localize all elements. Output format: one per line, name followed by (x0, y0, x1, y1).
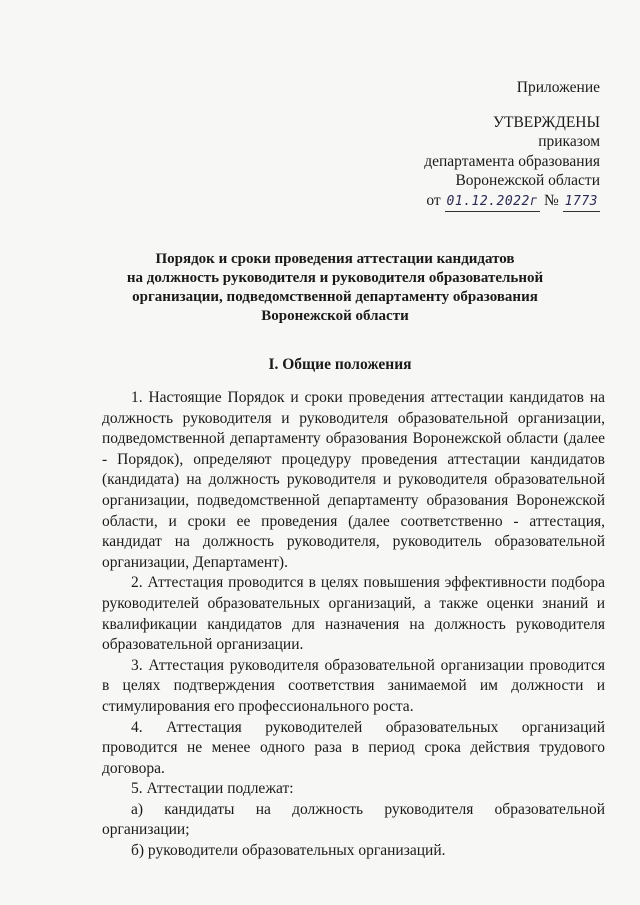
approved-label: УТВЕРЖДЕНЫ (493, 113, 600, 131)
from-prefix: от (426, 191, 441, 209)
paragraph: 4. Аттестация руководителей образовательных организаций проводится не менее одного раза в период срока действия трудового договора. (102, 718, 605, 777)
section-title: I. Общие положения (268, 356, 412, 373)
paragraph: 3. Аттестация руководителя образовательной организации проводится в целях подтверждения соответствия занимаемой им должности и стимулирования его профессионального роста. (102, 656, 605, 715)
order-date: 01.12.2022г (445, 192, 541, 213)
document-title (110, 250, 560, 326)
paragraph: а) кандидаты на должность руководителя образовательной организации; (102, 800, 605, 839)
order-number: 1773 (563, 192, 600, 213)
title-line: Воронежской области (261, 308, 409, 324)
order-label: приказом (538, 133, 600, 150)
number-prefix: № (544, 191, 559, 209)
title-line: Порядок и сроки проведения аттестации кандидатов (155, 251, 515, 267)
appendix-label: Приложение (516, 79, 600, 96)
approval-block (424, 78, 600, 212)
title-line: организации, подведомственной департаменту образования (132, 289, 538, 305)
paragraph: б) руководители образовательных организаций. (131, 842, 446, 860)
paragraph: 5. Аттестации подлежат: (131, 780, 294, 798)
order-date-line (424, 191, 600, 213)
paragraph: 1. Настоящие Порядок и сроки проведения аттестации кандидатов на должность руководителя и руководителя образовательной организации, подведомственной департаменту образования Воронежской области (далее - Порядок), определяют процедуру проведения аттестации кандидатов (кандидата) на должность руководителя и руководителя образовательной организации, подведомственной департаменту образования Воронежской области, и сроки ее проведения (далее соответственно - аттестация, кандидат на должность руководителя, руководитель образовательной организации, Департамент). (102, 389, 605, 571)
document-body (102, 388, 605, 862)
region-label: Воронежской области (455, 172, 600, 189)
paragraph: 2. Аттестация проводится в целях повышения эффективности подбора руководителей образовательных организаций, а также оценки знаний и квалификации кандидатов для назначения на должность руководителя образовательной организации. (102, 574, 605, 654)
title-line: на должность руководителя и руководителя образовательной (126, 270, 544, 286)
department-label: департамента образования (424, 152, 600, 170)
